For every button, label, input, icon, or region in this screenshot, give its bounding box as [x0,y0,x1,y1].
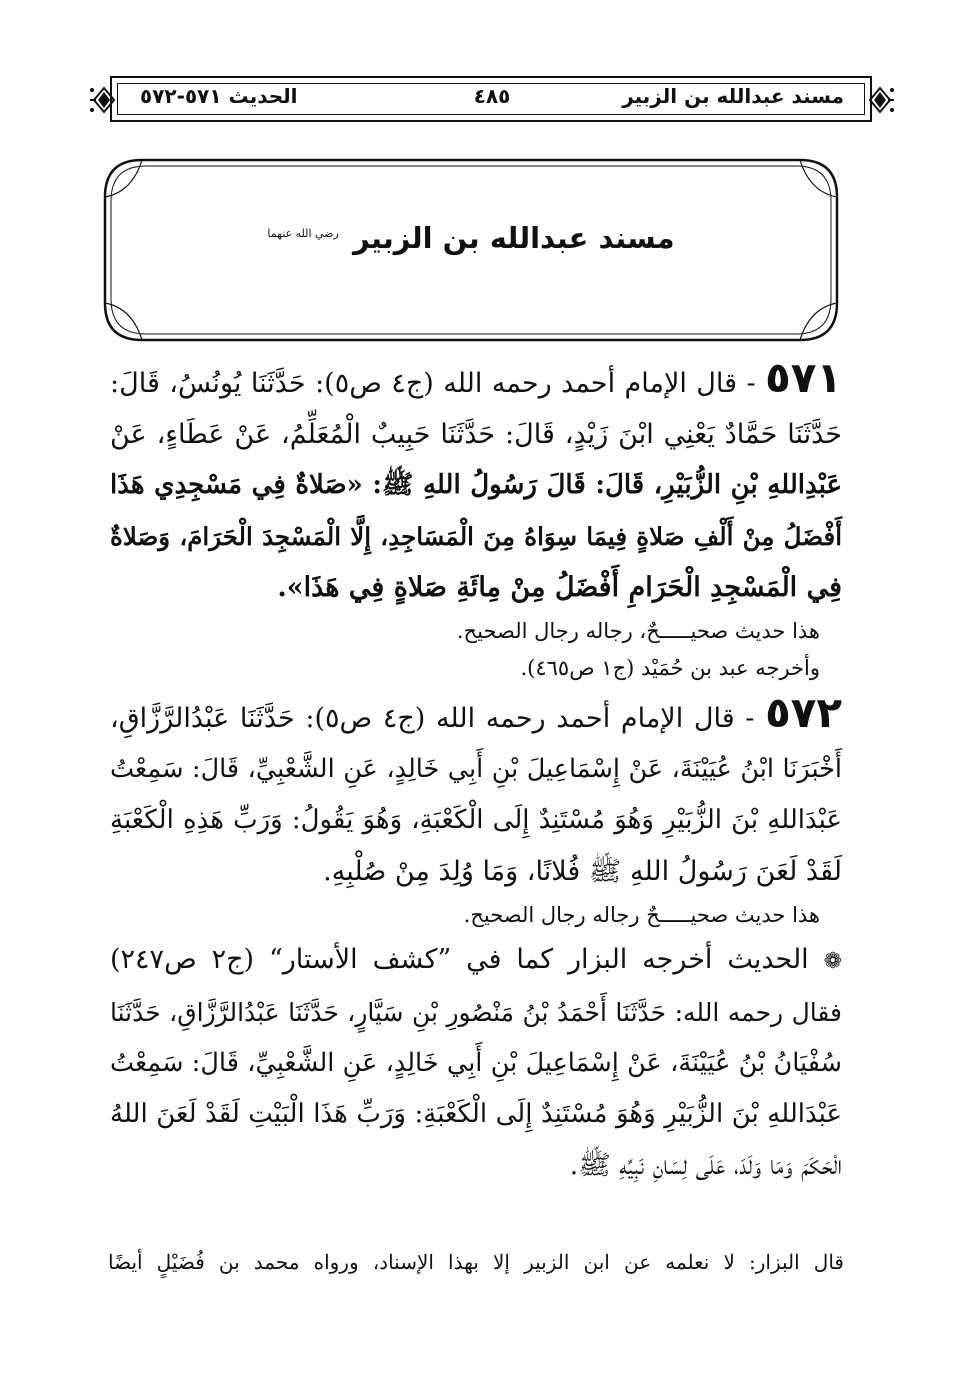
bazzar-footer-note: قال البزار: لا نعلمه عن ابن الزبير إلا بهذا الإسناد، ورواه محمد بن فُضَيْلٍ أيضًا [108,1250,844,1274]
hadith-571-line-1: ٥٧١ - قال الإمام أحمد رحمه الله (ج٤ ص٥): حَدَّثَنَا يُونُسُ، قَالَ: [110,353,842,402]
header-hadith-range: الحديث ٥٧١-٥٧٢ [140,84,298,108]
bazzar-line-2: فقال رحمه الله: حَدَّثَنَا أَحْمَدُ بْنُ مَنْصُورِ بْنِ سَيَّارٍ، حَدَّثَنَا عَبْدُالرَّزَّاقِ، حَدَّثَنَا [110,998,842,1027]
hadith-571-line-3: عَبْدِاللهِ بْنِ الزُّبَيْرِ، قَالَ: قَالَ رَسُولُ اللهِ ﷺ: «صَلاةٌ فِي مَسْجِدِي هَذَا [110,470,842,500]
hadith-571-takhrij: وأخرجه عبد بن حُمَيْد (ج١ ص٤٦٥). [520,656,820,680]
running-header [88,74,896,126]
header-book-section: مسند عبدالله بن الزبير [622,84,844,108]
hadith-572-line-2: أَخْبَرَنَا ابْنُ عُيَيْنَةَ، عَنْ إِسْمَاعِيلَ بْنِ أَبِي خَالِدٍ، عَنِ الشَّعْبِيِّ، قَالَ: سَمِعْتُ [110,754,842,784]
hadith-572-line-4: لَقَدْ لَعَنَ رَسُولُ اللهِ ﷺ فُلانًا، وَمَا وُلِدَ مِنْ صُلْبِهِ. [323,856,842,887]
bazzar-line-5: الْحَكَمَ وَمَا وَلَدَ، عَلَى لِسَانِ نَبِيِّهِ ﷺ. [569,1150,842,1181]
hadith-572-line-1: ٥٧٢ - قال الإمام أحمد رحمه الله (ج٤ ص٥): حَدَّثَنَا عَبْدُالرَّزَّاقِ، [110,688,842,737]
flower-bullet-icon: ❁ [823,949,843,974]
hadith-572-line-3: عَبْدَاللهِ بْنَ الزُّبَيْرِ وَهُوَ مُسْتَنِدٌ إِلَى الْكَعْبَةِ، وَهُوَ يَقُولُ: وَرَبِّ هَذِهِ الْكَعْبَةِ [110,805,842,835]
hadith-571-line-4: أَفْضَلُ مِنْ أَلْفِ صَلاةٍ فِيمَا سِوَاهُ مِنَ الْمَسَاجِدِ، إِلَّا الْمَسْجِدَ الْحَرَامَ، وَصَلاةٌ [110,522,842,551]
honorific-glyph: رضي الله عنهما [267,227,339,241]
main-text [110,352,842,1191]
chapter-title-frame [102,157,840,343]
ornament-right-icon [868,78,896,122]
hadith-571-line-2: حَدَّثَنَا حَمَّادٌ يَعْنِي ابْنَ زَيْدٍ، قَالَ: حَدَّثَنَا حَبِيبٌ الْمُعَلِّمُ، عَنْ عَطَاءٍ، عَنْ [110,419,842,450]
bazzar-line-3: سُفْيَانُ بْنُ عُيَيْنَةَ، عَنْ إِسْمَاعِيلَ بْنِ أَبِي خَالِدٍ، عَنِ الشَّعْبِيِّ، قَالَ: سَمِعْتُ [110,1048,842,1078]
hadith-number-571: ٥٧١ [765,353,842,402]
page-number: ٤٨٥ [473,84,511,108]
bazzar-line-4: عَبْدَاللهِ بْنَ الزُّبَيْرِ وَهُوَ مُسْتَنِدٌ إِلَى الْكَعْبَةِ: وَرَبِّ هَذَا الْبَيْتِ لَقَدْ لَعَنَ اللهُ [110,1099,842,1129]
chapter-title-text: مسند عبدالله بن الزبير [352,221,675,255]
hadith-571-line-5: فِي الْمَسْجِدِ الْحَرَامِ أَفْضَلُ مِنْ مِائَةِ صَلاةٍ فِي هَذَا». [277,572,842,603]
hadith-571-grading: هذا حديث صحيـــــحٌ، رجاله رجال الصحيح. [456,619,820,643]
bazzar-line-1: ❁ الحديث أخرجه البزار كما في ”كشف الأستار“ (ج٢ ص٢٤٧) [110,944,843,975]
hadith-number-572: ٥٧٢ [765,688,842,737]
hadith-572-grading: هذا حديث صحيـــــحٌ رجاله رجال الصحيح. [463,903,820,927]
chapter-title [102,221,840,255]
